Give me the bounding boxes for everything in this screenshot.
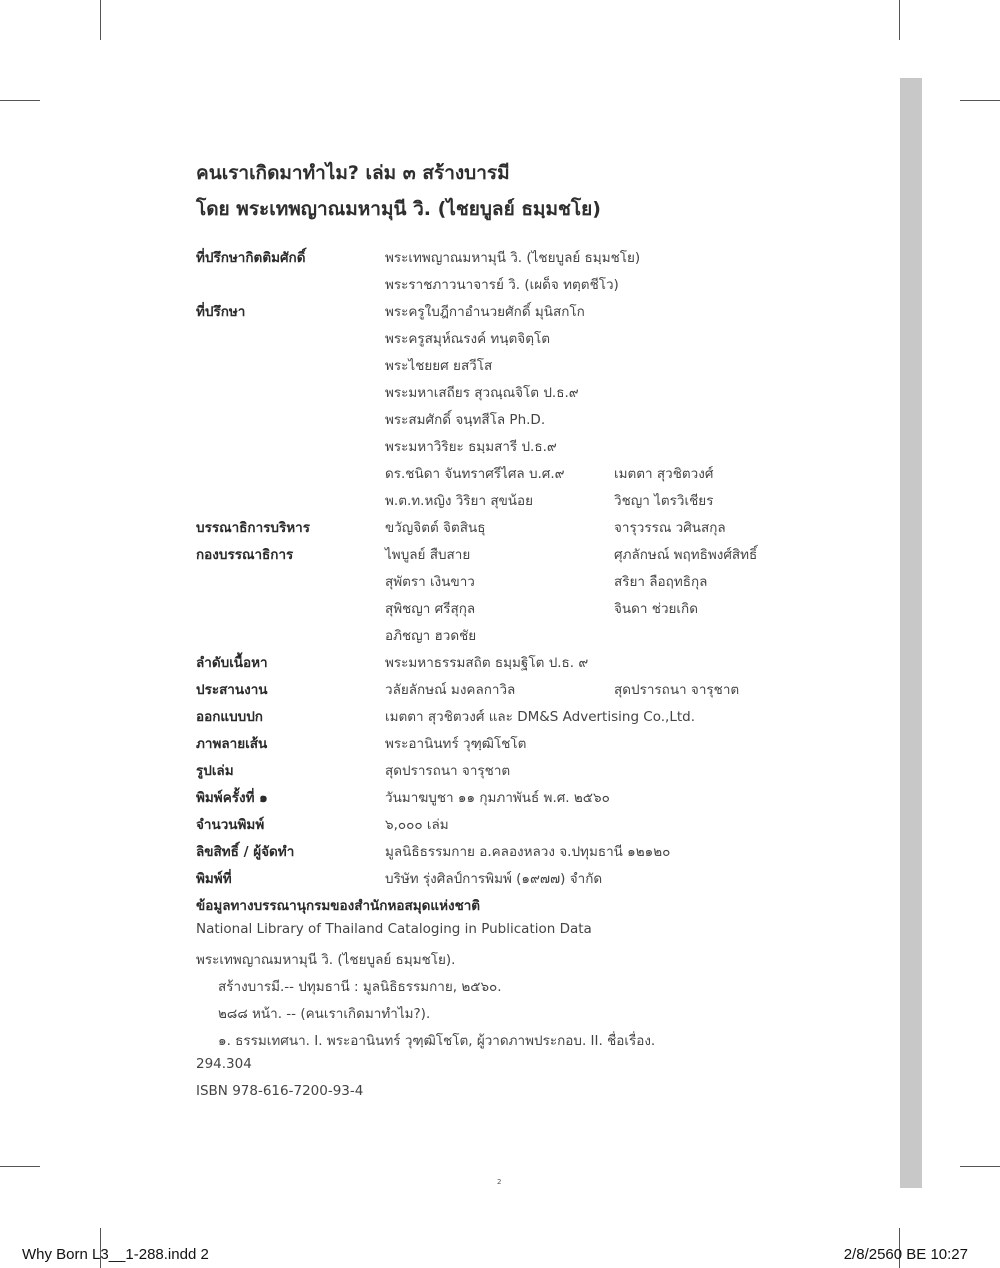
- credit-label: พิมพ์ที่: [196, 871, 232, 887]
- credit-value: พระเทพญาณมหามุนี วิ. (ไชยบูลย์ ธมฺมชโย): [385, 250, 641, 266]
- credit-value: สุดปรารถนา จารุชาต: [385, 763, 511, 779]
- cip-english: National Library of Thailand Cataloging in Publication Data: [196, 921, 592, 937]
- credit-value: ๖,๐๐๐ เล่ม: [385, 817, 449, 833]
- slug-datetime: 2/8/2560 BE 10:27: [843, 1246, 968, 1263]
- credit-value-2: จารุวรรณ วศินสกุล: [614, 520, 726, 536]
- credit-label: พิมพ์ครั้งที่ ๑: [196, 790, 268, 806]
- credit-value: สุพัตรา เงินขาว: [385, 574, 475, 590]
- credit-label: ออกแบบปก: [196, 709, 263, 725]
- credit-label: ภาพลายเส้น: [196, 736, 268, 752]
- credit-label: จำนวนพิมพ์: [196, 817, 265, 833]
- credit-value: ดร.ชนิดา จันทราศรีไศล บ.ศ.๙: [385, 466, 565, 482]
- crop-mark: [0, 1166, 40, 1167]
- credit-value: พระอานินทร์ วุฑฺฒิโชโต: [385, 736, 527, 752]
- cip-imprint: สร้างบารมี.-- ปทุมธานี : มูลนิธิธรรมกาย, ๒๕๖๐.: [218, 979, 502, 995]
- credit-value: พระมหาเสถียร สุวณฺณจิโต ป.ธ.๙: [385, 385, 579, 401]
- credit-value: บริษัท รุ่งศิลป์การพิมพ์ (๑๙๗๗) จำกัด: [385, 871, 603, 887]
- crop-mark: [899, 0, 900, 40]
- book-title: คนเราเกิดมาทำไม? เล่ม ๓ สร้างบารมี: [196, 162, 510, 184]
- credit-label: รูปเล่ม: [196, 763, 234, 779]
- credit-value: วันมาฆบูชา ๑๑ กุมภาพันธ์ พ.ศ. ๒๕๖๐: [385, 790, 610, 806]
- cip-pages: ๒๘๘ หน้า. -- (คนเราเกิดมาทำไม?).: [218, 1006, 431, 1022]
- credit-label: ประสานงาน: [196, 682, 268, 698]
- credit-value: พระมหาวิริยะ ธมฺมสารี ป.ธ.๙: [385, 439, 557, 455]
- credit-label: ลำดับเนื้อหา: [196, 655, 268, 671]
- credit-label: กองบรรณาธิการ: [196, 547, 294, 563]
- credit-value: วลัยลักษณ์ มงคลกาวิล: [385, 682, 516, 698]
- credit-value-2: สริยา ลือฤทธิกุล: [614, 574, 708, 590]
- credit-value-2: สุดปรารถนา จารุชาต: [614, 682, 740, 698]
- credit-value: พระครูใบฎีกาอำนวยศักดิ์ มุนิสกโก: [385, 304, 585, 320]
- credit-value: มูลนิธิธรรมกาย อ.คลองหลวง จ.ปทุมธานี ๑๒๑๒๐: [385, 844, 671, 860]
- credit-value: พ.ต.ท.หญิง วิริยา สุขน้อย: [385, 493, 534, 509]
- slug-filename: Why Born L3__1-288.indd 2: [22, 1246, 209, 1263]
- credit-value: พระมหาธรรมสถิต ธมฺมฐิโต ป.ธ. ๙: [385, 655, 589, 671]
- credit-value: พระครูสมุห์ณรงค์ ทนฺตจิตฺโต: [385, 331, 550, 347]
- credit-label: ลิขสิทธิ์ / ผู้จัดทำ: [196, 844, 295, 860]
- credit-value: พระราชภาวนาจารย์ วิ. (เผด็จ ทตฺตชีโว): [385, 277, 619, 293]
- credit-value: อภิชญา ฮวดชัย: [385, 628, 477, 644]
- credit-value-2: วิชญา ไตรวิเชียร: [614, 493, 714, 509]
- credit-label: ที่ปรึกษา: [196, 304, 246, 320]
- book-author: โดย พระเทพญาณมหามุนี วิ. (ไชยบูลย์ ธมฺมชโย): [196, 198, 601, 220]
- credit-label: บรรณาธิการบริหาร: [196, 520, 310, 536]
- credit-value: สุพิชญา ศรีสุกุล: [385, 601, 476, 617]
- credit-value: ขวัญจิตต์ จิตสินธุ: [385, 520, 486, 536]
- cip-heading: ข้อมูลทางบรรณานุกรมของสำนักหอสมุดแห่งชาติ: [196, 898, 481, 914]
- crop-mark: [960, 100, 1000, 101]
- credit-value: ไพบูลย์ สืบสาย: [385, 547, 471, 563]
- bleed-bar: [900, 78, 922, 1188]
- credit-value: เมตตา สุวชิตวงศ์ และ DM&S Advertising Co.,Ltd.: [385, 709, 696, 725]
- cip-subjects: ๑. ธรรมเทศนา. I. พระอานินทร์ วุฑฺฒิโชโต, ผู้วาดภาพประกอบ. II. ชื่อเรื่อง.: [218, 1033, 656, 1049]
- crop-mark: [0, 100, 40, 101]
- crop-mark: [960, 1166, 1000, 1167]
- credit-value-2: จินดา ช่วยเกิด: [614, 601, 698, 617]
- cip-author: พระเทพญาณมหามุนี วิ. (ไชยบูลย์ ธมฺมชโย).: [196, 952, 456, 968]
- credit-value: พระไชยยศ ยสวีโส: [385, 358, 493, 374]
- credit-label: ที่ปรึกษากิตติมศักดิ์: [196, 250, 306, 266]
- credit-value-2: ศุภลักษณ์ พฤทธิพงศ์สิทธิ์: [614, 547, 758, 563]
- crop-mark: [100, 0, 101, 40]
- cip-classification: 294.304: [196, 1056, 252, 1072]
- credit-value-2: เมตตา สุวชิตวงศ์: [614, 466, 714, 482]
- cip-isbn: ISBN 978-616-7200-93-4: [196, 1083, 364, 1099]
- credit-value: พระสมศักดิ์ จนฺทสีโล Ph.D.: [385, 412, 546, 428]
- page-number: 2: [497, 1178, 502, 1186]
